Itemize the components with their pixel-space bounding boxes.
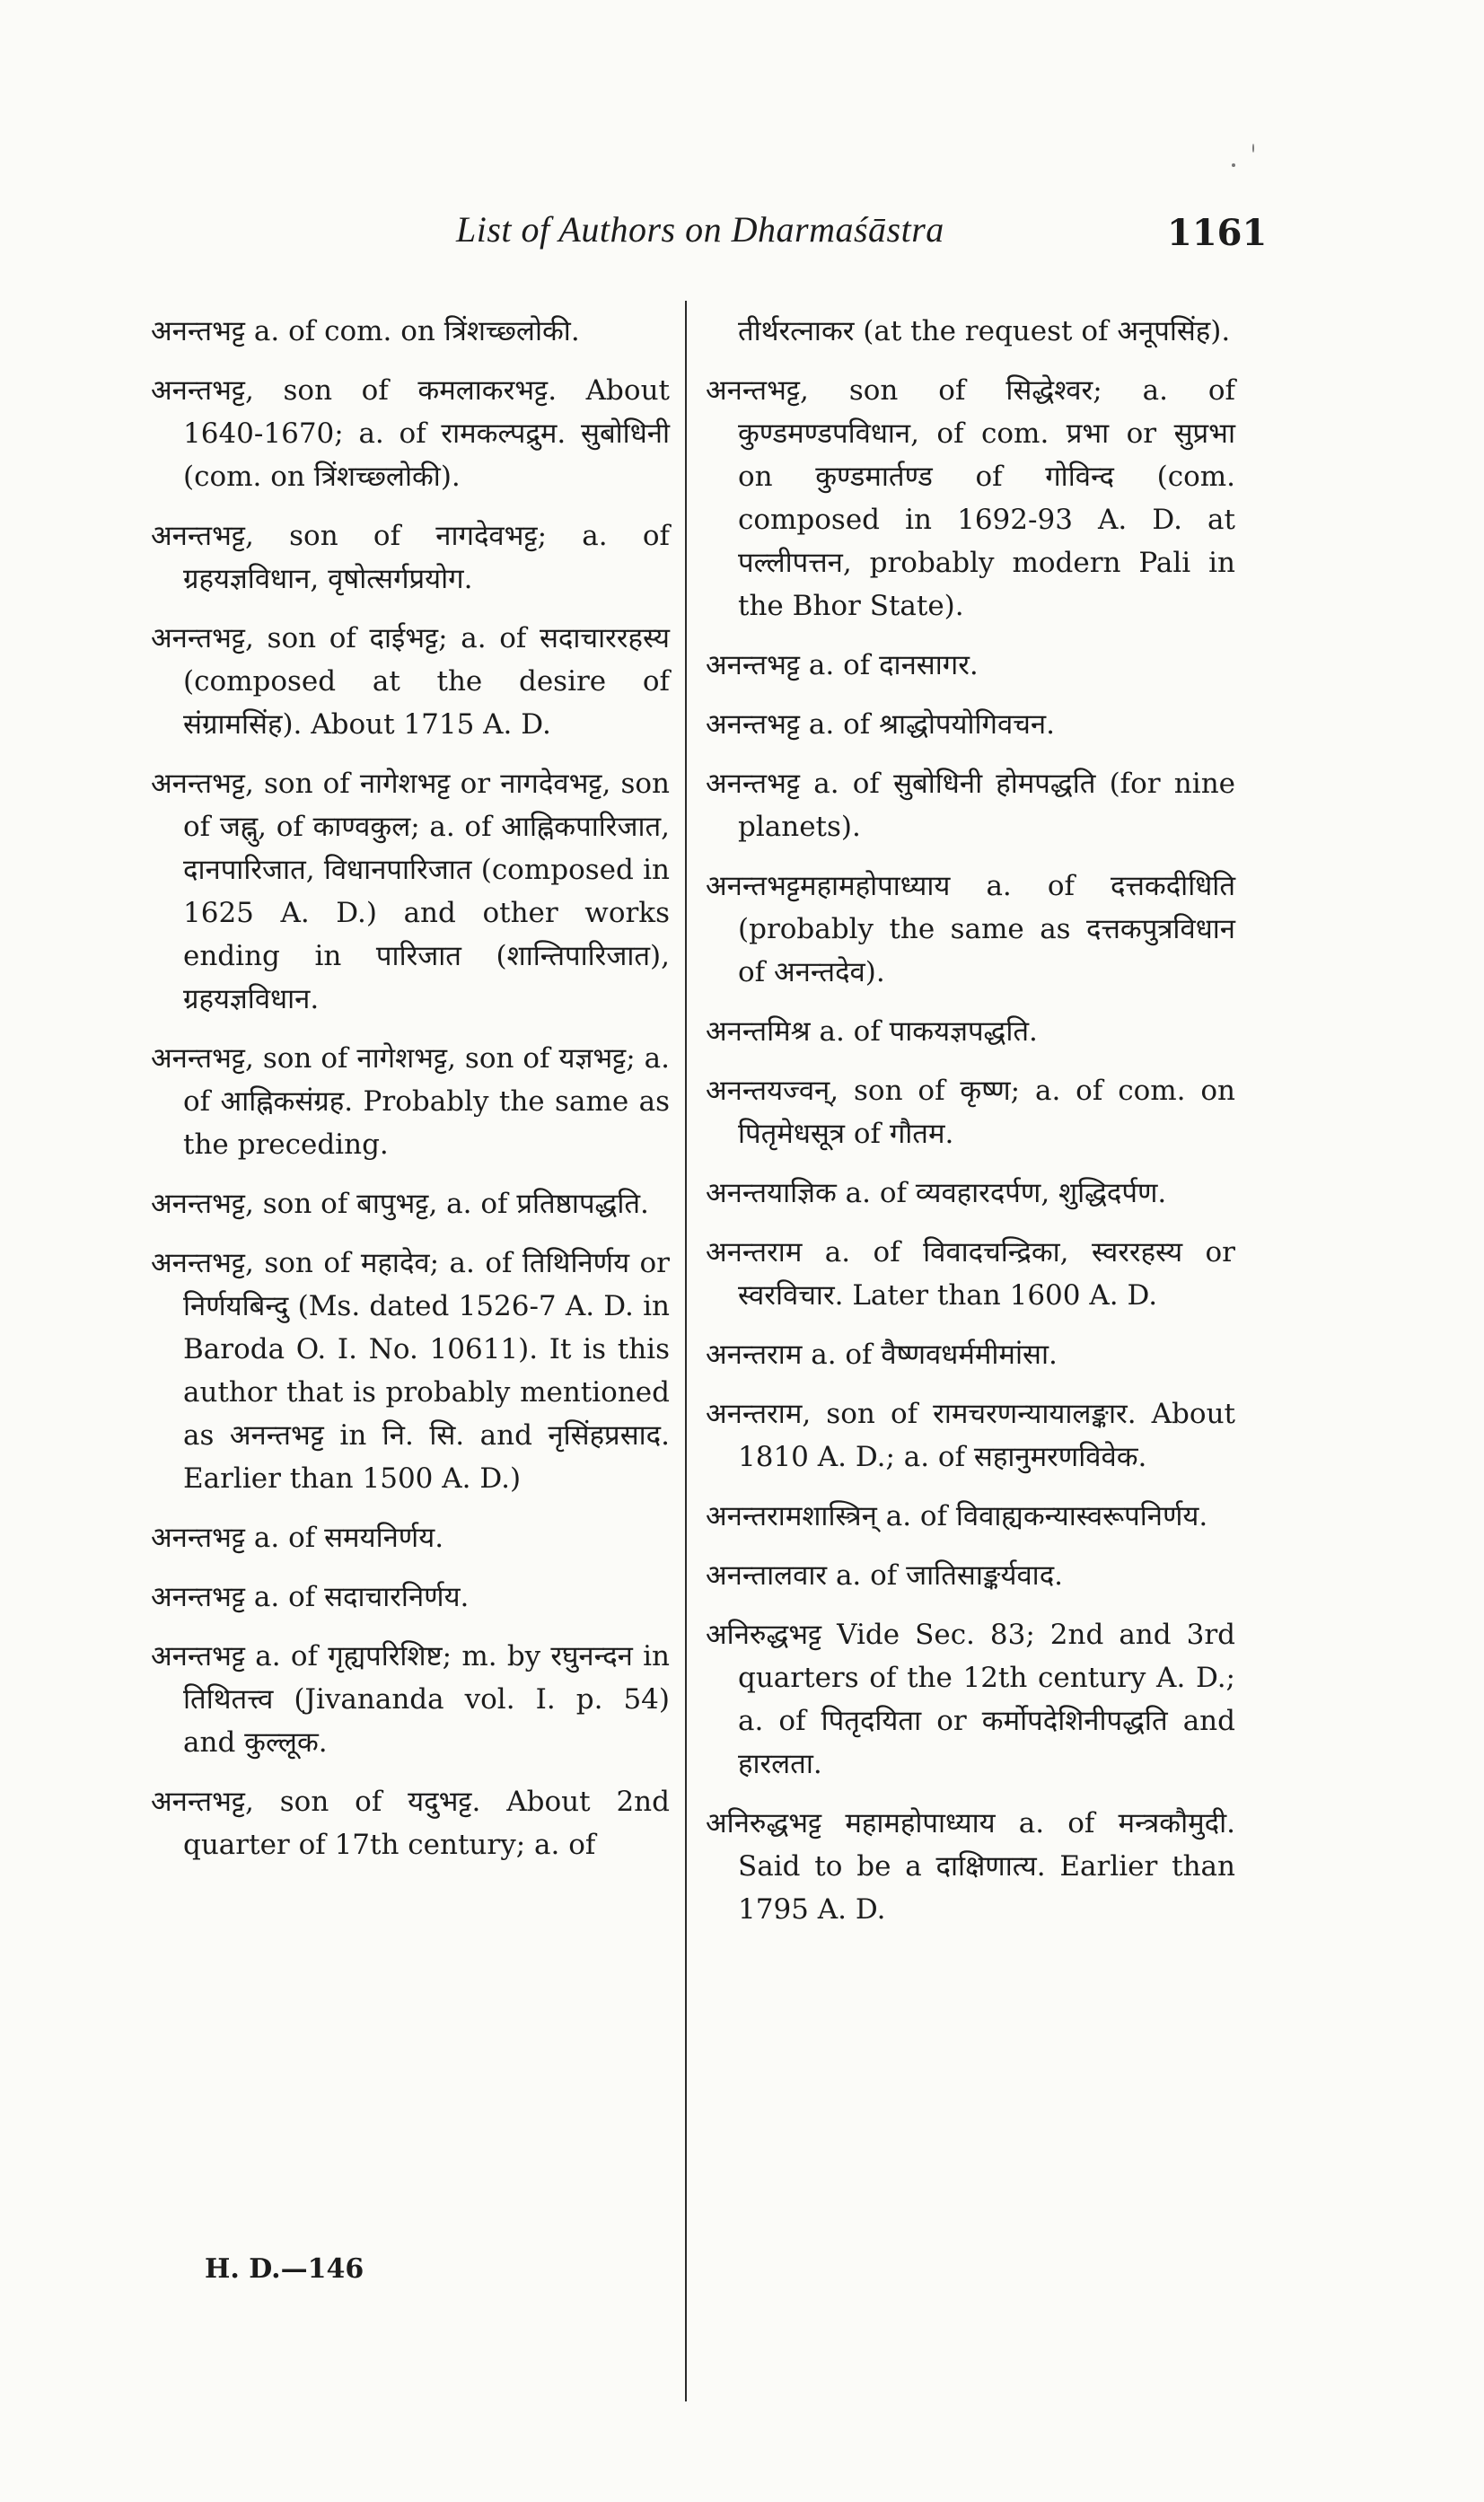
entry-r-7: अनन्तयाज्ञिक a. of व्यवहारदर्पण, शुद्धिदर्पण. (706, 1177, 1167, 1209)
entry-r-6: अनन्तयज्वन्, son of कृष्ण; a. of com. on पितृमेधसूत्र of गौतम. (706, 1075, 1235, 1150)
page-number: 1161 (1167, 212, 1268, 254)
entry-l-7: अनन्तभट्ट, son of महादेव; a. of तिथिनिर्णय or निर्णयबिन्दु (Ms. dated 1526-7 A. D. in Baroda O. I. No. 10611). It is this author that is probably mentioned as अनन्तभट्ट in नि. सि. and नृसिंहप्रसाद. Earlier than 1500 A. D.) (151, 1247, 670, 1495)
entry-r-3: अनन्तभट्ट a. of सुबोधिनी होमपद्धति (for nine planets). (706, 768, 1235, 843)
entry-r-10: अनन्तराम, son of रामचरणन्यायालङ्कार. About 1810 A. D.; a. of सहानुमरणविवेक. (706, 1398, 1235, 1473)
signature-mark: H. D.—146 (205, 2253, 364, 2285)
column-divider (685, 301, 687, 2401)
entry-r-11: अनन्तरामशास्त्रिन् a. of विवाह्यकन्यास्वरूपनिर्णय. (706, 1500, 1208, 1532)
entry-l-2: अनन्तभट्ट, son of नागदेवभट्ट; a. of ग्रहयज्ञविधान, वृषोत्सर्गप्रयोग. (151, 520, 670, 595)
entry-l-11: अनन्तभट्ट, son of यदुभट्ट. About 2nd quarter of 17th century; a. of (151, 1786, 670, 1861)
entry-r-4: अनन्तभट्टमहामहोपाध्याय a. of दत्तकदीधिति (probably the same as दत्तकपुत्रविधान of अनन्तदेव). (706, 870, 1235, 988)
entry-l-1: अनन्तभट्ट, son of कमलाकरभट्ट. About 1640-1670; a. of रामकल्पद्रुम. सुबोधिनी (com. on त्रिंशच्छ्लोकी). (151, 374, 670, 493)
entry-r-12: अनन्तालवार a. of जातिसाङ्कर्यवाद. (706, 1559, 1064, 1592)
entry-l-0: अनन्तभट्ट a. of com. on त्रिंशच्छ्लोकी. (151, 315, 580, 347)
right-column (706, 310, 1235, 1947)
scan-speck (1252, 144, 1254, 153)
entry-l-8: अनन्तभट्ट a. of समयनिर्णय. (151, 1522, 444, 1554)
entry-r-continuation: तीर्थरत्नाकर (at the request of अनूपसिंह). (738, 315, 1231, 347)
running-head-title: List of Authors on Dharmaśāstra (456, 209, 944, 250)
entry-r-5: अनन्तमिश्र a. of पाकयज्ञपद्धति. (706, 1015, 1038, 1048)
entry-l-6: अनन्तभट्ट, son of बापुभट्ट, a. of प्रतिष्ठापद्धति. (151, 1188, 649, 1220)
entry-l-3: अनन्तभट्ट, son of दाईभट्ट; a. of सदाचाररहस्य (composed at the desire of संग्रामसिंह). About 1715 A. D. (151, 622, 670, 741)
entry-r-1: अनन्तभट्ट a. of दानसागर. (706, 649, 979, 681)
entry-l-4: अनन्तभट्ट, son of नागेशभट्ट or नागदेवभट्ट, son of जह्नु, of काण्वकुल; a. of आह्निकपारिजात, दानपारिजात, विधानपारिजात (composed in 1625 A. D.) and other works ending in पारिजात (शान्तिपारिजात), ग्रहयज्ञविधान. (151, 768, 670, 1015)
entry-l-5: अनन्तभट्ट, son of नागेशभट्ट, son of यज्ञभट्ट; a. of आह्निकसंग्रह. Probably the same as the preceding. (151, 1042, 670, 1161)
entry-r-2: अनन्तभट्ट a. of श्राद्धोपयोगिवचन. (706, 708, 1055, 741)
entry-r-0: अनन्तभट्ट, son of सिद्धेश्वर; a. of कुण्डमण्डपविधान, of com. प्रभा or सुप्रभा on कुण्डमार्तण्ड of गोविन्द (com. composed in 1692-93 A. D. at पल्लीपत्तन, probably modern Pali in the Bhor State). (706, 374, 1235, 622)
entry-r-8: अनन्तराम a. of विवादचन्द्रिका, स्वररहस्य or स्वरविचार. Later than 1600 A. D. (706, 1236, 1235, 1312)
entry-r-9: अनन्तराम a. of वैष्णवधर्ममीमांसा. (706, 1339, 1058, 1371)
scan-speck (1232, 163, 1235, 167)
entry-r-13: अनिरुद्धभट्ट Vide Sec. 83; 2nd and 3rd quarters of the 12th century A. D.; a. of पितृदयिता or कर्मोपदेशिनीपद्धति and हारलता. (706, 1619, 1235, 1780)
entry-l-10: अनन्तभट्ट a. of गृह्यपरिशिष्ट; m. by रघुनन्दन in तिथितत्त्व (Jivananda vol. I. p. 54) and कुल्लूक. (151, 1640, 670, 1759)
left-column (151, 310, 670, 1883)
entry-l-9: अनन्तभट्ट a. of सदाचारनिर्णय. (151, 1581, 470, 1613)
entry-r-14: अनिरुद्धभट्ट महामहोपाध्याय a. of मन्त्रकौमुदी. Said to be a दाक्षिणात्य. Earlier than 1795 A. D. (706, 1807, 1235, 1926)
